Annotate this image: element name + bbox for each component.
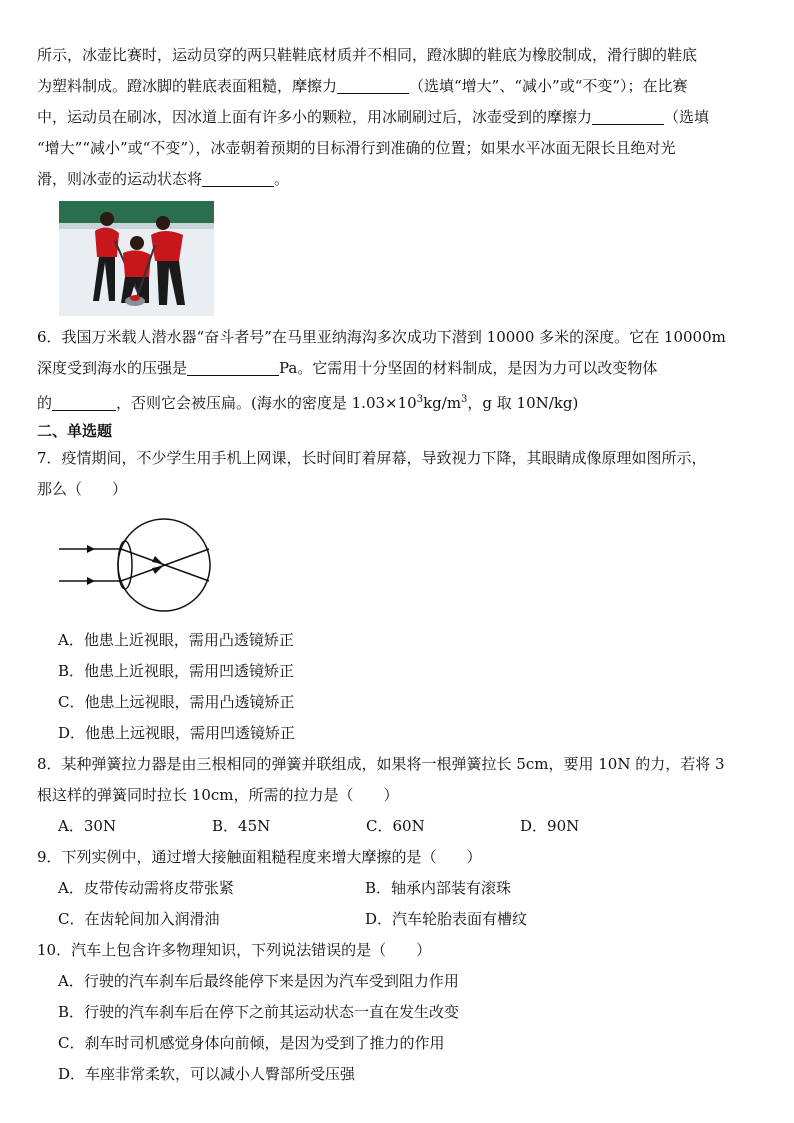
option-c[interactable]: C．刹车时司机感觉身体向前倾，是因为受到了推力的作用 <box>58 1034 445 1052</box>
worksheet-page <box>37 40 757 1090</box>
question-5 <box>37 40 757 316</box>
eye-diagram <box>59 515 214 615</box>
ray-arrow-icon <box>152 566 163 574</box>
answer-blank[interactable] <box>187 359 279 376</box>
q5-text: 。 <box>274 170 290 188</box>
option-a[interactable]: A．皮带传动需将皮带张紧 <box>58 879 234 897</box>
option-c[interactable]: C．在齿轮间加入润滑油 <box>58 910 220 928</box>
answer-blank[interactable] <box>52 394 116 411</box>
q6-text: 深度受到海水的压强是 <box>37 359 188 377</box>
option-d[interactable]: D．汽车轮胎表面有槽纹 <box>365 910 528 928</box>
option-d[interactable]: D．车座非常柔软，可以减小人臀部所受压强 <box>58 1065 356 1083</box>
q5-line-5 <box>37 164 757 195</box>
option-a[interactable]: A．他患上近视眼，需用凸透镜矫正 <box>58 631 294 649</box>
q5-line-3 <box>37 102 757 133</box>
ray-arrow-icon <box>152 556 163 564</box>
answer-blank[interactable] <box>592 108 664 125</box>
option-b[interactable]: B．行驶的汽车刹车后在停下之前其运动状态一直在发生改变 <box>58 1003 460 1021</box>
q6-line-1: 6．我国万米载人潜水器“奋斗者号”在马里亚纳海沟多次成功下潜到 10000 多米的深度。它在 10000m <box>37 328 726 346</box>
curling-photo <box>59 201 214 316</box>
ray-arrow-icon <box>87 545 95 553</box>
q5-line-4: “增大”“减小”或“不变”），冰壶朝着预期的目标滑行到准确的位置；如果水平冰面无限长且绝对光 <box>37 139 676 157</box>
q5-line-2 <box>37 71 757 102</box>
q9-stem: 9．下列实例中，通过增大接触面粗糙程度来增大摩擦的是（ ） <box>37 848 482 866</box>
q5-text: 滑，则冰壶的运动状态将 <box>37 170 203 188</box>
q8-options <box>37 811 757 842</box>
q5-text: （选填“增大”、“减小”或“不变”）；在比赛 <box>409 77 688 95</box>
option-b[interactable]: B．45N <box>212 817 271 835</box>
q7-stem: 7．疫情期间，不少学生用手机上网课，长时间盯着屏幕，导致视力下降，其眼睛成像原理如图所示， <box>37 449 707 467</box>
option-d[interactable]: D．90N <box>520 817 580 835</box>
q6-line-3 <box>37 384 757 419</box>
q6-line-2 <box>37 353 757 384</box>
q6-text: Pa。它需用十分坚固的材料制成，是因为力可以改变物体 <box>279 359 658 377</box>
q9-options-row <box>37 904 757 935</box>
q7-stem: 那么（ ） <box>37 480 128 498</box>
question-8 <box>37 749 757 842</box>
q8-stem: 根这样的弹簧同时拉长 10cm，所需的拉力是（ ） <box>37 786 399 804</box>
q6-sup: 3 <box>416 394 424 405</box>
q5-text: （选填 <box>664 108 710 126</box>
question-9 <box>37 842 757 935</box>
answer-blank[interactable] <box>202 170 274 187</box>
answer-blank[interactable] <box>337 77 409 94</box>
q10-stem: 10．汽车上包含许多物理知识，下列说法错误的是（ ） <box>37 941 432 959</box>
option-a[interactable]: A．30N <box>58 817 117 835</box>
q5-line-1: 所示，冰壶比赛时，运动员穿的两只鞋鞋底材质并不相同，蹬冰脚的鞋底为橡胶制成，滑行脚的鞋底 <box>37 46 698 64</box>
q5-text: 中，运动员在刷冰，因冰道上面有许多小的颗粒，用冰刷刷过后，冰壶受到的摩擦力 <box>37 108 593 126</box>
option-d[interactable]: D．他患上远视眼，需用凹透镜矫正 <box>58 724 296 742</box>
q6-text: ，g 取 10N/kg) <box>467 394 579 412</box>
lens-icon <box>118 541 132 589</box>
q9-options-row <box>37 873 757 904</box>
question-7 <box>37 443 757 749</box>
option-c[interactable]: C．他患上远视眼，需用凸透镜矫正 <box>58 693 295 711</box>
q6-text: ，否则它会被压扁。(海水的密度是 1.03×10 <box>116 394 417 412</box>
option-a[interactable]: A．行驶的汽车刹车后最终能停下来是因为汽车受到阻力作用 <box>58 972 459 990</box>
question-6 <box>37 322 757 419</box>
option-c[interactable]: C．60N <box>366 817 425 835</box>
q6-sup: 3 <box>461 394 468 405</box>
option-b[interactable]: B．轴承内部装有滚珠 <box>365 879 512 897</box>
option-b[interactable]: B．他患上近视眼，需用凹透镜矫正 <box>58 662 295 680</box>
q6-text: kg/m <box>423 394 462 412</box>
ray-arrow-icon <box>87 577 95 585</box>
q6-text: 的 <box>37 394 53 412</box>
q5-text: 为塑料制成。蹬冰脚的鞋底表面粗糙，摩擦力 <box>37 77 338 95</box>
question-10 <box>37 935 757 1090</box>
section-heading: 二、单选题 <box>37 422 113 440</box>
q8-stem: 8．某种弹簧拉力器是由三根相同的弹簧并联组成，如果将一根弹簧拉长 5cm，要用 10N 的力，若将 3 <box>37 755 725 773</box>
